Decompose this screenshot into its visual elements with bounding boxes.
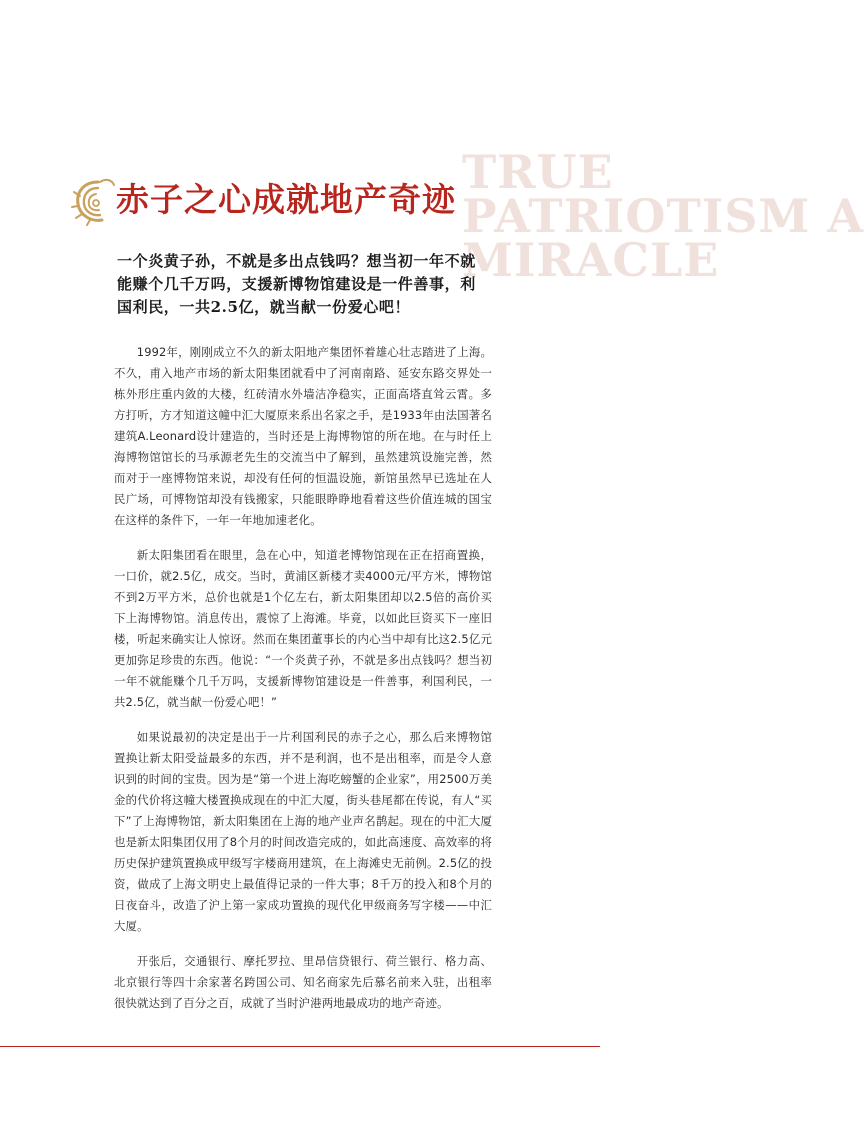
article-paragraph: 1992年，刚刚成立不久的新太阳地产集团怀着雄心壮志踏进了上海。不久，甫入地产市场的新太阳集团就看中了河南南路、延安东路交界处一栋外形庄重内敛的大楼，红砖清水外墙洁净稳实，正面高塔直耸云霄。多方打听，方才知道这幢中汇大厦原来系出名家之手，是1933年由法国著名建筑A.Leonard设计建造的，当时还是上海博物馆的所在地。在与时任上海博物馆馆长的马承源老先生的交流当中了解到，虽然建筑设施完善，然而对于一座博物馆来说，却没有任何的恒温设施，新馆虽然早已选址在人民广场，可博物馆却没有钱搬家，只能眼睁睁地看着这些价值连城的国宝在这样的条件下，一年一年地加速老化。 (114, 345, 492, 527)
watermark-line: MIRACLE (462, 233, 720, 287)
article-paragraph: 新太阳集团看在眼里，急在心中，知道老博物馆现在正在招商置换，一口价，就2.5亿，成交。当时，黄浦区新楼才卖4000元/平方米，博物馆不到2万平方米，总价也就是1个亿左右，新太阳集团却以2.5倍的高价买下上海博物馆。消息传出，震惊了上海滩。毕竟，以如此巨资买下一座旧楼，听起来确实让人惊讶。然而在集团董事长的内心当中却有比这2.5亿元更加弥足珍贵的东西。他说：“一个炎黄子孙，不就是多出点钱吗？想当初一年不就能赚个几千万吗，支援新博物馆建设是一件善事，利国利民，一共2.5亿，就当献一份爱心吧！” (114, 548, 492, 709)
lead-quote: 一个炎黄子孙，不就是多出点钱吗？想当初一年不就能赚个几千万吗，支援新博物馆建设是一件善事，利国利民，一共2.5亿，就当献一份爱心吧！ (117, 252, 476, 316)
watermark-line: PATRIOTISM A (462, 189, 864, 243)
article-paragraph: 开张后，交通银行、摩托罗拉、里昂信贷银行、荷兰银行、格力高、北京银行等四十余家著名跨国公司、知名商家先后慕名前来入驻，出租率很快就达到了百分之百，成就了当时沪港两地最成功的地产奇迹。 (114, 954, 492, 1010)
watermark-line: TRUE (462, 145, 614, 199)
article-body (114, 342, 492, 1028)
page-title: 赤子之心成就地产奇迹 (116, 180, 456, 219)
article-paragraph: 如果说最初的决定是出于一片利国利民的赤子之心，那么后来博物馆置换让新太阳受益最多的东西，并不是利润，也不是出租率，而是令人意识到的时间的宝贵。因为是“第一个进上海吃螃蟹的企业家”，用2500万美金的代价将这幢大楼置换成现在的中汇大厦，街头巷尾都在传说，有人“买下”了上海博物馆，新太阳集团在上海的地产业声名鹊起。现在的中汇大厦也是新太阳集团仅用了8个月的时间改造完成的，如此高速度、高效率的将历史保护建筑置换成甲级写字楼商用建筑，在上海滩史无前例。2.5亿的投资，做成了上海文明史上最值得记录的一件大事；8千万的投入和8个月的日夜奋斗，改造了沪上第一家成功置换的现代化甲级商务写字楼——中汇大厦。 (114, 730, 492, 933)
bottom-divider (0, 1046, 600, 1047)
